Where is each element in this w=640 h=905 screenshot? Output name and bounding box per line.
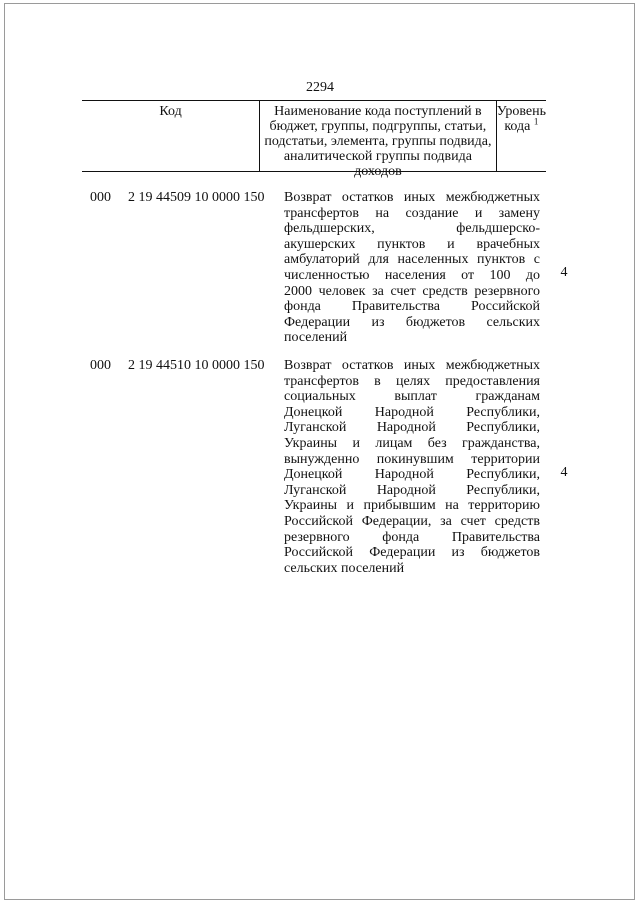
- row-name-line: 2000 человек за счет средств резервного: [284, 283, 540, 299]
- header-code: Код: [82, 101, 260, 171]
- header-level: [497, 101, 546, 171]
- row-name-line: Возврат остатков иных межбюджетных: [284, 358, 540, 373]
- header-name-line: аналитической группы подвида доходов: [283, 149, 472, 179]
- row-name-line: фонда Правительства Российской: [284, 299, 540, 315]
- row-name-line: Украины и лицам без гражданства,: [284, 435, 540, 451]
- row-name-line: фельдшерских, фельдшерско-: [284, 221, 540, 237]
- table-row: [82, 358, 568, 598]
- header-name-line: подстатьи, элемента, группы подвида,: [264, 134, 492, 149]
- table-header: [82, 100, 546, 179]
- row-name-line: Возврат остатков иных межбюджетных: [284, 190, 540, 205]
- row-name-line: численностью населения от 100 до: [284, 267, 540, 283]
- header-name-line: Наименование кода поступлений в: [274, 104, 482, 119]
- row-name-line: трансфертов на создание и замену: [284, 205, 540, 221]
- row-name-line: Украины и прибывшим на территорию: [284, 498, 540, 514]
- row-level: 4: [560, 265, 568, 280]
- header-level-line2: [497, 116, 546, 134]
- row-name: [284, 190, 540, 346]
- header-name-line: бюджет, группы, подгруппы, статьи,: [269, 119, 487, 134]
- row-name-line: вынужденно покинувшим территории: [284, 451, 540, 467]
- row-budget-code: 2 19 44510 10 0000 150: [128, 358, 265, 373]
- row-name-line: амбулаторий для населенных пунктов с: [284, 252, 540, 268]
- row-name-line: социальных выплат гражданам: [284, 389, 540, 405]
- row-admin-code: 000: [90, 190, 111, 205]
- row-name-line: Луганской Народной Республики,: [284, 482, 540, 498]
- row-name-line: Федерации из бюджетов сельских: [284, 314, 540, 330]
- footnote-marker: 1: [533, 116, 539, 127]
- page-number: 2294: [306, 80, 334, 95]
- row-budget-code: 2 19 44509 10 0000 150: [128, 190, 265, 205]
- row-name-line: резервного фонда Правительства: [284, 529, 540, 545]
- row-name-line: поселений: [284, 330, 348, 346]
- header-level-text: кода: [504, 119, 531, 134]
- header-name: [260, 101, 497, 179]
- row-name-line: Луганской Народной Республики,: [284, 420, 540, 436]
- row-name-line: Российской Федерации, за счет средств: [284, 513, 540, 529]
- row-name-line: Российской Федерации из бюджетов: [284, 545, 540, 561]
- row-name-line: трансфертов в целях предоставления: [284, 373, 540, 389]
- row-name: [284, 358, 540, 576]
- row-name-line: Донецкой Народной Республики,: [284, 467, 540, 483]
- header-level-line1: Уровень: [496, 104, 546, 119]
- row-level: 4: [560, 465, 568, 480]
- row-name-line: акушерских пунктов и врачебных: [284, 236, 540, 252]
- row-name-line: сельских поселений: [284, 560, 405, 576]
- row-name-line: Донецкой Народной Республики,: [284, 404, 540, 420]
- table-row: [82, 190, 568, 360]
- row-admin-code: 000: [90, 358, 111, 373]
